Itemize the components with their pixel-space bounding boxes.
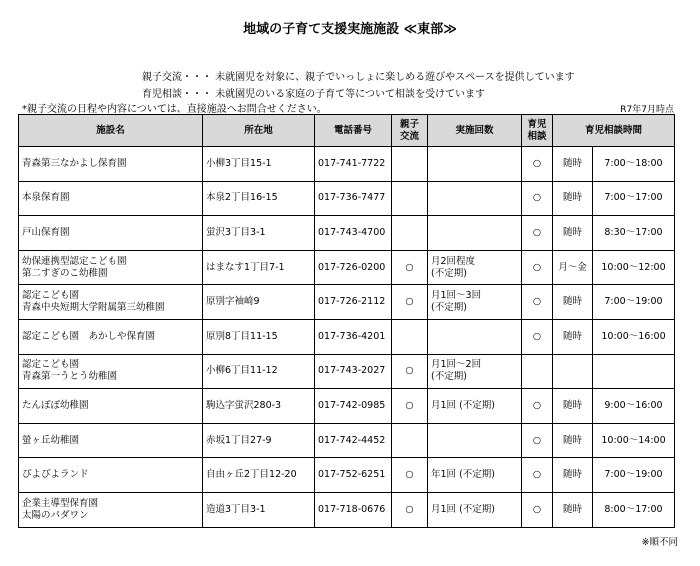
phone-number: 017-741-7722 xyxy=(315,147,392,182)
table-row xyxy=(19,354,675,389)
facility-name: ぴよぴよランド xyxy=(19,458,203,493)
frequency: 月1回 (不定期) xyxy=(428,389,522,424)
frequency xyxy=(428,216,522,251)
consult-days: 月～金 xyxy=(553,250,593,285)
consult-hours: 8:00～17:00 xyxy=(593,492,675,527)
address: 自由ヶ丘2丁目12-20 xyxy=(203,458,315,493)
table-row xyxy=(19,181,675,216)
consult-days: 随時 xyxy=(553,285,593,320)
consult-mark: ○ xyxy=(522,216,553,251)
consult-days: 随時 xyxy=(553,147,593,182)
consult-hours: 7:00～19:00 xyxy=(593,285,675,320)
consult-hours: 8:30～17:00 xyxy=(593,216,675,251)
consult-mark xyxy=(522,354,553,389)
address: 原別8丁目11-15 xyxy=(203,319,315,354)
table-row xyxy=(19,319,675,354)
frequency: 月1回～2回 (不定期) xyxy=(428,354,522,389)
table-row xyxy=(19,216,675,251)
consult-mark: ○ xyxy=(522,389,553,424)
frequency xyxy=(428,319,522,354)
frequency: 月2回程度 (不定期) xyxy=(428,250,522,285)
exchange-mark: ○ xyxy=(392,492,428,527)
consult-days: 随時 xyxy=(553,458,593,493)
consult-days: 随時 xyxy=(553,319,593,354)
consult-mark: ○ xyxy=(522,423,553,458)
phone-number: 017-736-4201 xyxy=(315,319,392,354)
facility-name: 幼保連携型認定こども園 第二すぎのこ幼稚園 xyxy=(19,250,203,285)
header-row xyxy=(19,115,675,147)
exchange-mark: ○ xyxy=(392,354,428,389)
consult-mark: ○ xyxy=(522,492,553,527)
phone-number: 017-726-0200 xyxy=(315,250,392,285)
facility-name: 螢ヶ丘幼稚園 xyxy=(19,423,203,458)
consult-hours: 9:00～16:00 xyxy=(593,389,675,424)
description-exchange: 親子交流・・・ 未就園児を対象に、親子でいっしょに楽しめる遊びやスペースを提供しています xyxy=(142,72,575,83)
facility-name: 企業主導型保育園 太陽のパダワン xyxy=(19,492,203,527)
header-consult: 育児 相談 xyxy=(522,115,553,147)
phone-number: 017-736-7477 xyxy=(315,181,392,216)
address: 本泉2丁目16-15 xyxy=(203,181,315,216)
facility-name: 青森第三なかよし保育園 xyxy=(19,147,203,182)
consult-mark: ○ xyxy=(522,458,553,493)
address: 小柳3丁目15-1 xyxy=(203,147,315,182)
table-row xyxy=(19,423,675,458)
consult-mark: ○ xyxy=(522,319,553,354)
exchange-mark: ○ xyxy=(392,458,428,493)
contact-note: *親子交流の日程や内容については、直接施設へお問合せください。 xyxy=(22,104,327,115)
phone-number: 017-743-4700 xyxy=(315,216,392,251)
consult-hours xyxy=(593,354,675,389)
order-note: ※順不同 xyxy=(641,537,678,548)
consult-mark: ○ xyxy=(522,285,553,320)
consult-hours: 7:00～19:00 xyxy=(593,458,675,493)
header-name: 施設名 xyxy=(19,115,203,147)
exchange-mark xyxy=(392,319,428,354)
frequency: 月1回 (不定期) xyxy=(428,492,522,527)
address: 赤坂1丁目27-9 xyxy=(203,423,315,458)
facility-name: 本泉保育園 xyxy=(19,181,203,216)
consult-days: 随時 xyxy=(553,181,593,216)
table-row xyxy=(19,389,675,424)
exchange-mark xyxy=(392,147,428,182)
consult-hours: 7:00～17:00 xyxy=(593,181,675,216)
header-consult-time: 育児相談時間 xyxy=(553,115,675,147)
frequency xyxy=(428,423,522,458)
consult-days: 随時 xyxy=(553,423,593,458)
phone-number: 017-726-2112 xyxy=(315,285,392,320)
consult-days: 随時 xyxy=(553,492,593,527)
address: 小柳6丁目11-12 xyxy=(203,354,315,389)
exchange-mark: ○ xyxy=(392,389,428,424)
consult-mark: ○ xyxy=(522,147,553,182)
exchange-mark: ○ xyxy=(392,250,428,285)
consult-mark: ○ xyxy=(522,181,553,216)
frequency: 年1回 (不定期) xyxy=(428,458,522,493)
facility-name: 認定こども園 あかしや保育園 xyxy=(19,319,203,354)
table-row xyxy=(19,250,675,285)
exchange-mark xyxy=(392,216,428,251)
header-exchange: 親子 交流 xyxy=(392,115,428,147)
exchange-mark xyxy=(392,181,428,216)
facility-name: 戸山保育園 xyxy=(19,216,203,251)
consult-days xyxy=(553,354,593,389)
page-title: 地域の子育て支援実施施設 ≪東部≫ xyxy=(243,22,457,37)
consult-hours: 7:00～18:00 xyxy=(593,147,675,182)
consult-mark: ○ xyxy=(522,250,553,285)
header-address: 所在地 xyxy=(203,115,315,147)
facility-name: 認定こども園 青森中央短期大学附属第三幼稚園 xyxy=(19,285,203,320)
table-row xyxy=(19,458,675,493)
phone-number: 017-752-6251 xyxy=(315,458,392,493)
header-frequency: 実施回数 xyxy=(428,115,522,147)
table-row xyxy=(19,492,675,527)
consult-days: 随時 xyxy=(553,216,593,251)
address: 造道3丁目3-1 xyxy=(203,492,315,527)
consult-hours: 10:00～16:00 xyxy=(593,319,675,354)
phone-number: 017-742-0985 xyxy=(315,389,392,424)
table-row xyxy=(19,147,675,182)
exchange-mark: ○ xyxy=(392,285,428,320)
consult-hours: 10:00～14:00 xyxy=(593,423,675,458)
address: はまなす1丁目7-1 xyxy=(203,250,315,285)
frequency: 月1回～3回 (不定期) xyxy=(428,285,522,320)
address: 駒込字蛍沢280-3 xyxy=(203,389,315,424)
facility-name: たんぽぽ幼稚園 xyxy=(19,389,203,424)
phone-number: 017-718-0676 xyxy=(315,492,392,527)
header-phone: 電話番号 xyxy=(315,115,392,147)
table-row xyxy=(19,285,675,320)
consult-days: 随時 xyxy=(553,389,593,424)
consult-hours: 10:00～12:00 xyxy=(593,250,675,285)
facility-table xyxy=(18,114,675,528)
address: 蛍沢3丁目3-1 xyxy=(203,216,315,251)
frequency xyxy=(428,181,522,216)
exchange-mark xyxy=(392,423,428,458)
frequency xyxy=(428,147,522,182)
facility-name: 認定こども園 青森第一うとう幼稚園 xyxy=(19,354,203,389)
phone-number: 017-742-4452 xyxy=(315,423,392,458)
address: 原別字袖崎9 xyxy=(203,285,315,320)
phone-number: 017-743-2027 xyxy=(315,354,392,389)
as-of-date: R7年7月時点 xyxy=(620,105,674,115)
description-consult: 育児相談・・・ 未就園児のいる家庭の子育て等について相談を受けています xyxy=(142,89,485,100)
